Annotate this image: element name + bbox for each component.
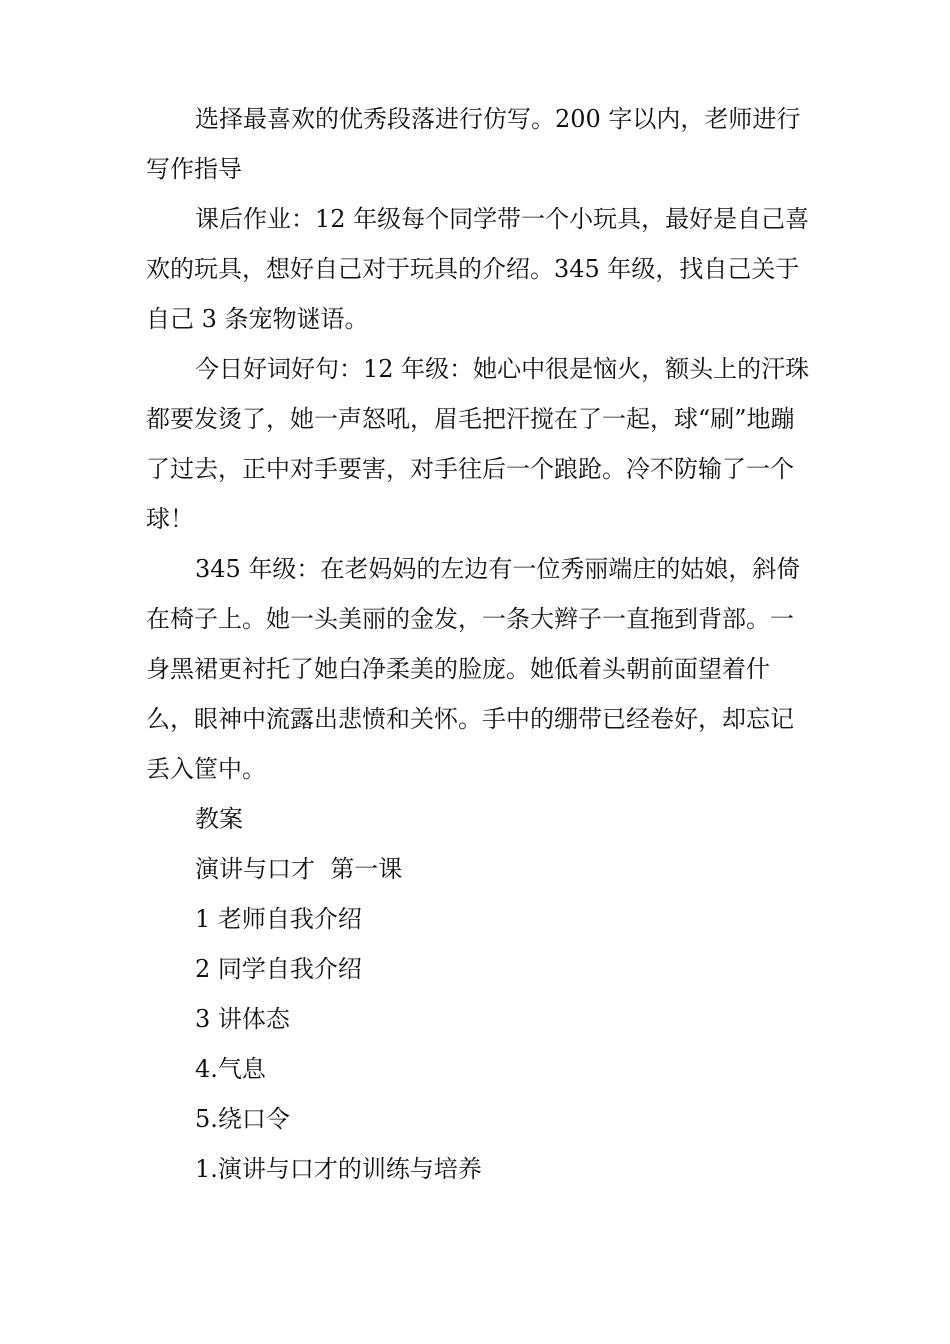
paragraph-imitation-writing: 选择最喜欢的优秀段落进行仿写。200 字以内，老师进行写作指导 xyxy=(146,105,801,183)
paragraph-good-sentences-grade12: 今日好词好句：12 年级：她心中很是恼火，额头上的汗珠都要发烫了，她一声怒吼，眉毛把汗搅在了一起，球“刷”地蹦了过去，正中对手要害，对手往后一个踉跄。冷不防输了一个球！ xyxy=(146,355,810,533)
list-item: 5.绕口令 xyxy=(195,1105,290,1133)
list-item: 1.演讲与口才的训练与培养 xyxy=(195,1155,482,1183)
list-item: 4.气息 xyxy=(195,1055,266,1083)
lesson-title: 演讲与口才 第一课 xyxy=(195,855,403,883)
list-item: 1 老师自我介绍 xyxy=(195,905,362,933)
paragraph-good-sentences-grade345: 345 年级：在老妈妈的左边有一位秀丽端庄的姑娘，斜倚在椅子上。她一头美丽的金发，一条大辫子一直拖到背部。一身黑裙更衬托了她白净柔美的脸庞。她低着头朝前面望着什么，眼神中流露出悲愤和关怀。手中的绷带已经卷好，却忘记丢入筐中。 xyxy=(146,555,801,783)
lesson-plan-heading: 教案 xyxy=(195,805,243,833)
list-item: 3 讲体态 xyxy=(195,1005,290,1033)
paragraph-homework: 课后作业：12 年级每个同学带一个小玩具，最好是自己喜欢的玩具，想好自己对于玩具的介绍。345 年级，找自己关于自己 3 条宠物谜语。 xyxy=(146,205,810,333)
list-item: 2 同学自我介绍 xyxy=(195,955,362,983)
document-body xyxy=(146,94,814,1194)
